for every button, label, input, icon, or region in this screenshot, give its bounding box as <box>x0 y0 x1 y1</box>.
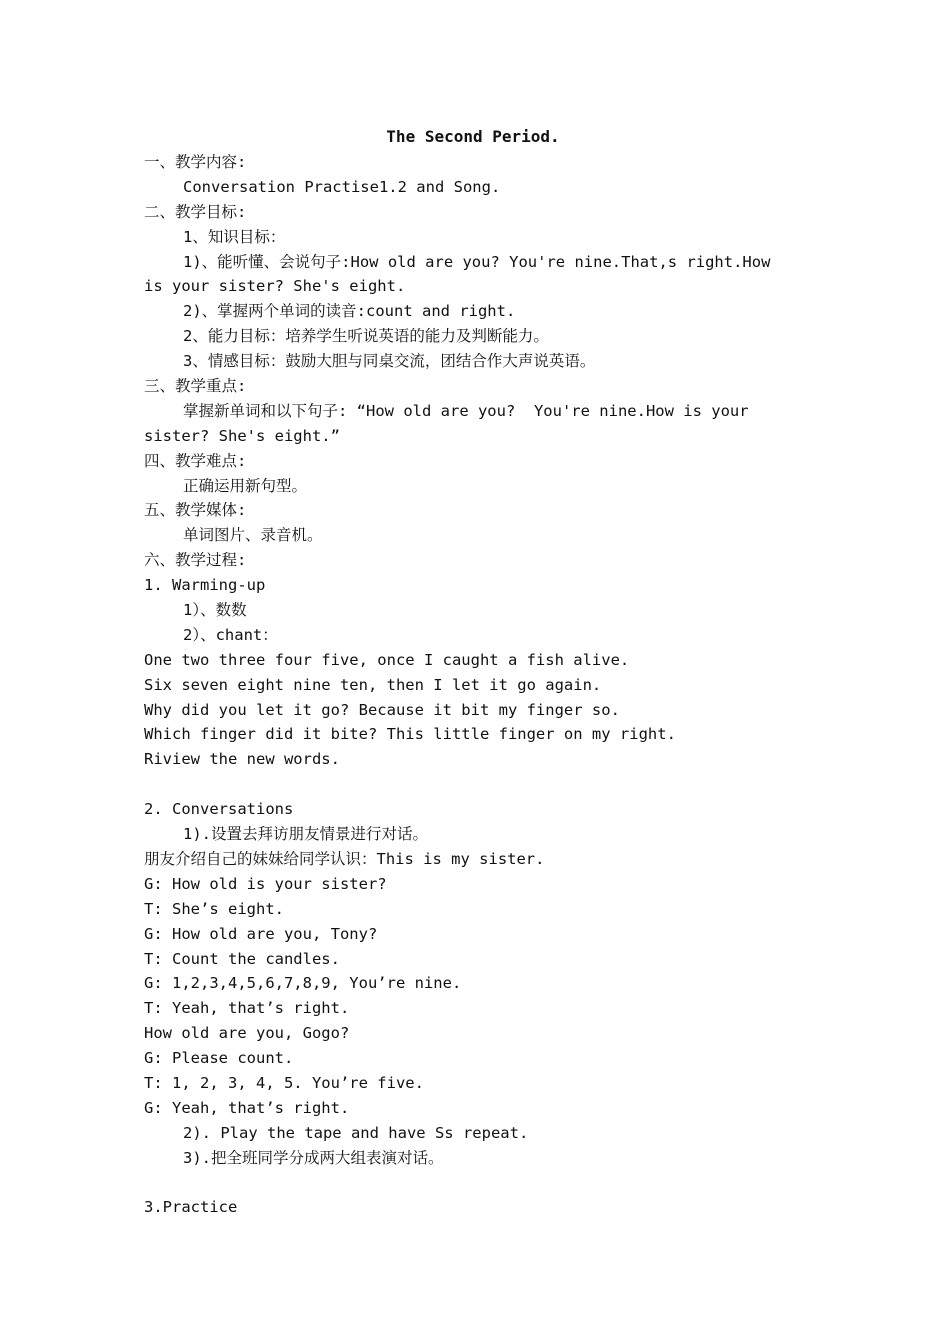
text-line: Six seven eight nine ten, then I let it go again. <box>144 675 602 694</box>
text-line: G: 1,2,3,4,5,6,7,8,9, You’re nine. <box>144 974 462 993</box>
blank-line <box>144 772 824 797</box>
text-line: 三、教学重点: <box>144 377 247 396</box>
text-line: One two three four five, once I caught a fish alive. <box>144 650 630 669</box>
text-line: 二、教学目标: <box>144 202 247 221</box>
text-line: Conversation Practise1.2 and Song. <box>183 177 501 196</box>
text-line: sister? She's eight.” <box>144 426 340 445</box>
text-line: Why did you let it go? Because it bit my finger so. <box>144 700 620 719</box>
text-line: Which finger did it bite? This little finger on my right. <box>144 725 676 744</box>
text-line: How old are you, Gogo? <box>144 1024 350 1043</box>
document-body <box>144 150 824 1220</box>
text-line: 3、情感目标：鼓励大胆与同桌交流，团结合作大声说英语。 <box>183 352 596 371</box>
text-line: G: Please count. <box>144 1049 294 1068</box>
text-line: T: She’s eight. <box>144 899 284 918</box>
text-line: T: 1, 2, 3, 4, 5. You’re five. <box>144 1073 424 1092</box>
text-line: is your sister? She's eight. <box>144 277 406 296</box>
text-line: 单词图片、录音机。 <box>183 526 323 545</box>
text-line: 3).把全班同学分成两大组表演对话。 <box>183 1148 444 1167</box>
text-line: Riview the new words. <box>144 750 340 769</box>
text-line: G: How old is your sister? <box>144 874 387 893</box>
text-line: 2). Play the tape and have Ss repeat. <box>183 1123 529 1142</box>
text-line: T: Yeah, that’s right. <box>144 999 350 1018</box>
text-line: 2. Conversations <box>144 800 294 819</box>
document-title: The Second Period. <box>386 127 560 146</box>
text-line: G: How old are you, Tony? <box>144 924 378 943</box>
text-line: 1).设置去拜访朋友情景进行对话。 <box>183 825 428 844</box>
text-line: 五、教学媒体: <box>144 501 247 520</box>
text-line: 六、教学过程: <box>144 551 247 570</box>
text-line: 1）、数数 <box>183 601 247 620</box>
text-line: T: Count the candles. <box>144 949 340 968</box>
text-line: 1. Warming-up <box>144 576 266 595</box>
blank-line <box>144 1171 824 1196</box>
text-line: 正确运用新句型。 <box>183 476 308 495</box>
text-line: 2)、掌握两个单词的读音:count and right. <box>183 302 516 321</box>
text-line: 1、知识目标： <box>183 227 286 246</box>
text-line: 2、能力目标：培养学生听说英语的能力及判断能力。 <box>183 327 549 346</box>
text-line: 2）、chant： <box>183 625 278 644</box>
text-line: 一、教学内容: <box>144 153 247 171</box>
text-line: 朋友介绍自己的妹妹给同学认识：This is my sister. <box>144 849 545 868</box>
text-line: 1)、能听懂、会说句子:How old are you? You're nine.That,s right.How <box>183 252 771 271</box>
text-line: G: Yeah, that’s right. <box>144 1098 350 1117</box>
text-line: 3.Practice <box>144 1198 238 1217</box>
text-line: 四、教学难点: <box>144 451 247 470</box>
text-line: 掌握新单词和以下句子: “How old are you? You're nine.How is your <box>183 401 749 420</box>
